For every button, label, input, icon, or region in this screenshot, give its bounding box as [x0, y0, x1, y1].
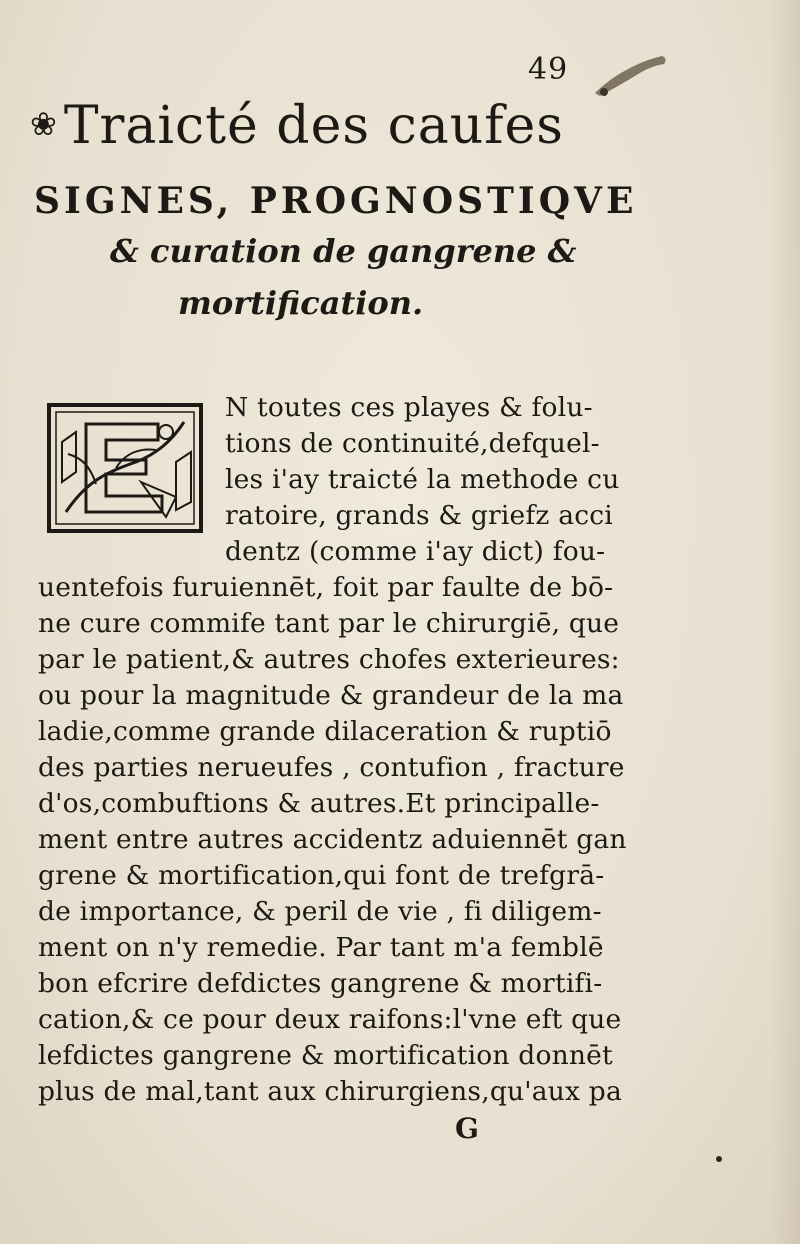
text-line: ment on n'y remedie. Par tant m'a femblē: [38, 932, 604, 963]
text-line: ment entre autres accidentz aduiennēt gan: [38, 824, 627, 855]
section-title: SIGNES, PROGNOSTIQVE: [34, 180, 638, 222]
running-head: [30, 96, 564, 156]
text-line: grene & mortification,qui font de trefgrā-: [38, 860, 605, 891]
text-line: par le patient,& autres chofes exterieures:: [38, 644, 620, 675]
text-line: des parties nerueufes , contufion , fracture: [38, 752, 625, 783]
text-line: lefdictes gangrene & mortification donnēt: [38, 1040, 613, 1071]
section-subtitle-line-2: mortification.: [178, 284, 424, 322]
text-line: plus de mal,tant aux chirurgiens,qu'aux pa: [38, 1076, 622, 1107]
text-line: de importance, & peril de vie , fi diligem-: [38, 896, 602, 927]
ink-stain-icon: [590, 48, 670, 98]
text-line: cation,& ce pour deux raifons:l'vne eft que: [38, 1004, 622, 1035]
ink-speck: [716, 1156, 722, 1162]
text-line: tions de continuité,defquel-: [225, 428, 600, 459]
text-line: ne cure commife tant par le chirurgiē, que: [38, 608, 620, 639]
page-edge-shadow: [770, 0, 800, 1244]
text-line: ou pour la magnitude & grandeur de la ma: [38, 680, 624, 711]
running-head-text: Traicté des caufes: [63, 96, 564, 156]
ornamental-initial-e-icon: [46, 402, 204, 534]
text-line: d'os,combuftions & autres.Et principalle-: [38, 788, 600, 819]
text-line: uentefois furuiennēt, foit par faulte de bō-: [38, 572, 614, 603]
signature-mark: G: [455, 1112, 479, 1145]
text-line: ladie,comme grande dilaceration & ruptiō: [38, 716, 612, 747]
text-line: bon efcrire defdictes gangrene & mortifi-: [38, 968, 603, 999]
page-number: 49: [528, 52, 569, 87]
fleuron-icon: ❀: [30, 105, 58, 143]
text-line: ratoire, grands & griefz acci: [225, 500, 613, 531]
text-line: dentz (comme i'ay dict) fou-: [225, 536, 606, 567]
text-line: les i'ay traicté la methode cu: [225, 464, 620, 495]
section-subtitle-line-1: & curation de gangrene &: [110, 232, 577, 270]
text-line: N toutes ces playes & folu-: [225, 392, 593, 423]
